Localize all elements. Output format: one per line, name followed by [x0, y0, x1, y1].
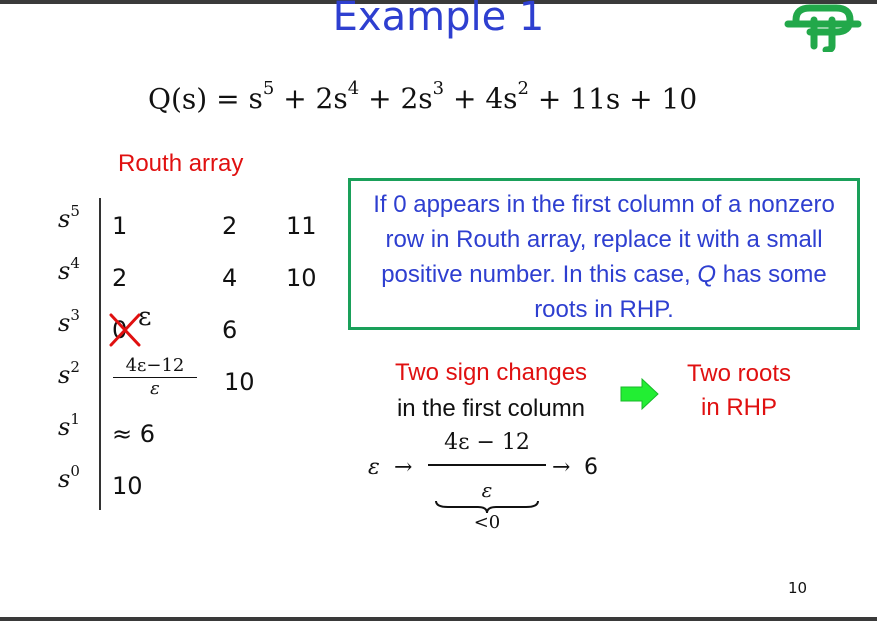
row-label-s0: $s^0$: [58, 462, 80, 493]
row-label-s2: $s^2$: [58, 358, 80, 389]
cross-out-icon: [108, 312, 142, 348]
page-number: 10: [788, 579, 808, 597]
conclusion-line2: in RHP: [700, 394, 778, 421]
routh-cell: 6: [222, 316, 238, 344]
row-label-s5: $s^5$: [58, 202, 80, 233]
characteristic-equation: [148, 78, 698, 116]
limit-numerator: 4ε − 12: [444, 430, 530, 455]
slide-title: Example 1: [332, 0, 545, 40]
right-arrow-icon: [620, 377, 660, 411]
row-label-s3: $s^3$: [58, 306, 80, 337]
routh-array-label: Routh array: [118, 150, 244, 177]
sign-change-line1: Two sign changes: [394, 359, 588, 386]
fraction-numerator: 4ε−12: [113, 355, 197, 378]
bottom-border: [0, 617, 877, 621]
routh-cell: 10: [286, 264, 317, 292]
fraction-denominator: ε: [150, 378, 160, 399]
equation-term: + 11s + 10: [537, 82, 698, 116]
sign-change-line2: in the first column: [396, 395, 586, 422]
routh-cell: 1: [112, 212, 128, 240]
routh-cell-zero: 0: [112, 316, 128, 344]
routh-divider: [99, 198, 101, 510]
equation-lhs: Q(s) =: [148, 82, 240, 116]
equation-term: + $2s^4$: [283, 78, 360, 116]
conclusion-line1: Two roots: [686, 360, 792, 387]
conclusion-text: [664, 357, 814, 425]
limit-denominator: ε: [481, 478, 493, 502]
limit-from: ε: [368, 455, 380, 480]
routh-cell: 4: [222, 264, 238, 292]
fraction-bar: [428, 464, 546, 466]
university-logo-icon: [784, 2, 862, 52]
equation-term: $s^5$: [248, 78, 275, 116]
limit-arrow: →: [394, 455, 413, 480]
epsilon-replacement: ε: [138, 302, 152, 332]
s2-fraction: [113, 355, 197, 399]
limit-arrow: →: [552, 455, 571, 480]
routh-cell: 2: [222, 212, 238, 240]
routh-cell: 11: [286, 212, 317, 240]
row-label-s4: $s^4$: [58, 254, 80, 285]
routh-cell: ≈ 6: [112, 420, 156, 448]
limit-value: 6: [584, 455, 598, 480]
underbrace-label: <0: [473, 512, 501, 533]
equation-term: + $2s^3$: [368, 78, 445, 116]
sign-change-text: [362, 355, 620, 427]
limit-expression: [366, 430, 616, 540]
equation-term: + $4s^2$: [453, 78, 529, 116]
routh-cell: 10: [112, 472, 143, 500]
row-label-s1: $s^1$: [58, 410, 80, 441]
routh-cell: 2: [112, 264, 128, 292]
note-box: If 0 appears in the first column of a nonzero row in Routh array, replace it with a small positive number. In this case, Q has some roots in RHP.: [348, 178, 860, 330]
routh-cell: 10: [224, 368, 255, 396]
